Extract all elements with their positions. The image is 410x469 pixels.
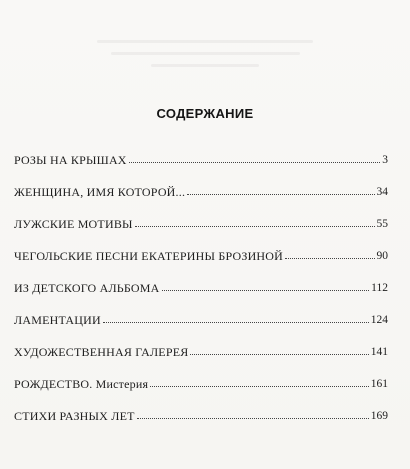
toc-entry-page: 34 — [376, 186, 388, 198]
toc-entry — [14, 136, 388, 168]
toc-entry-label: СТИХИ РАЗНЫХ ЛЕТ — [14, 409, 135, 423]
toc-entry-page: 161 — [370, 378, 388, 390]
toc-entry-label: ЧЕГОЛЬСКИЕ ПЕСНИ ЕКАТЕРИНЫ БРОЗИНОЙ — [14, 249, 284, 263]
toc-entry-label: ХУДОЖЕСТВЕННАЯ ГАЛЕРЕЯ — [14, 345, 189, 359]
toc-entry — [14, 264, 388, 296]
page-title: СОДЕРЖАНИЕ — [156, 106, 254, 121]
dot-leader — [103, 322, 369, 323]
toc-entry-label: РОЖДЕСТВО. Мистерия — [14, 377, 149, 391]
toc-entry-page: 141 — [370, 346, 388, 358]
toc-entry-page: 169 — [370, 410, 388, 422]
toc-entry-page: 55 — [376, 218, 388, 230]
toc-entry — [14, 168, 388, 200]
toc-entry — [14, 200, 388, 232]
dot-leader — [137, 418, 369, 419]
table-of-contents — [14, 136, 388, 424]
dot-leader — [285, 258, 374, 259]
dot-leader — [150, 386, 369, 387]
toc-entry-page: 3 — [382, 154, 388, 166]
toc-entry — [14, 232, 388, 264]
toc-entry — [14, 360, 388, 392]
toc-entry — [14, 296, 388, 328]
dot-leader — [135, 226, 375, 227]
toc-entry-page: 112 — [371, 282, 388, 294]
show-through-texture — [70, 40, 340, 90]
toc-entry-label: ЛАМЕНТАЦИИ — [14, 313, 101, 327]
toc-entry — [14, 328, 388, 360]
toc-entry-label: ИЗ ДЕТСКОГО АЛЬБОМА — [14, 281, 160, 295]
dot-leader — [129, 162, 381, 163]
toc-entry-page: 124 — [370, 314, 388, 326]
toc-entry — [14, 392, 388, 424]
dot-leader — [190, 354, 368, 355]
toc-entry-page: 90 — [376, 250, 388, 262]
toc-entry-label: ЛУЖСКИЕ МОТИВЫ — [14, 217, 133, 231]
dot-leader — [162, 290, 370, 291]
dot-leader — [187, 194, 374, 195]
toc-entry-label: РОЗЫ НА КРЫШАХ — [14, 153, 127, 167]
toc-entry-label: ЖЕНЩИНА, ИМЯ КОТОРОЙ... — [14, 185, 186, 199]
